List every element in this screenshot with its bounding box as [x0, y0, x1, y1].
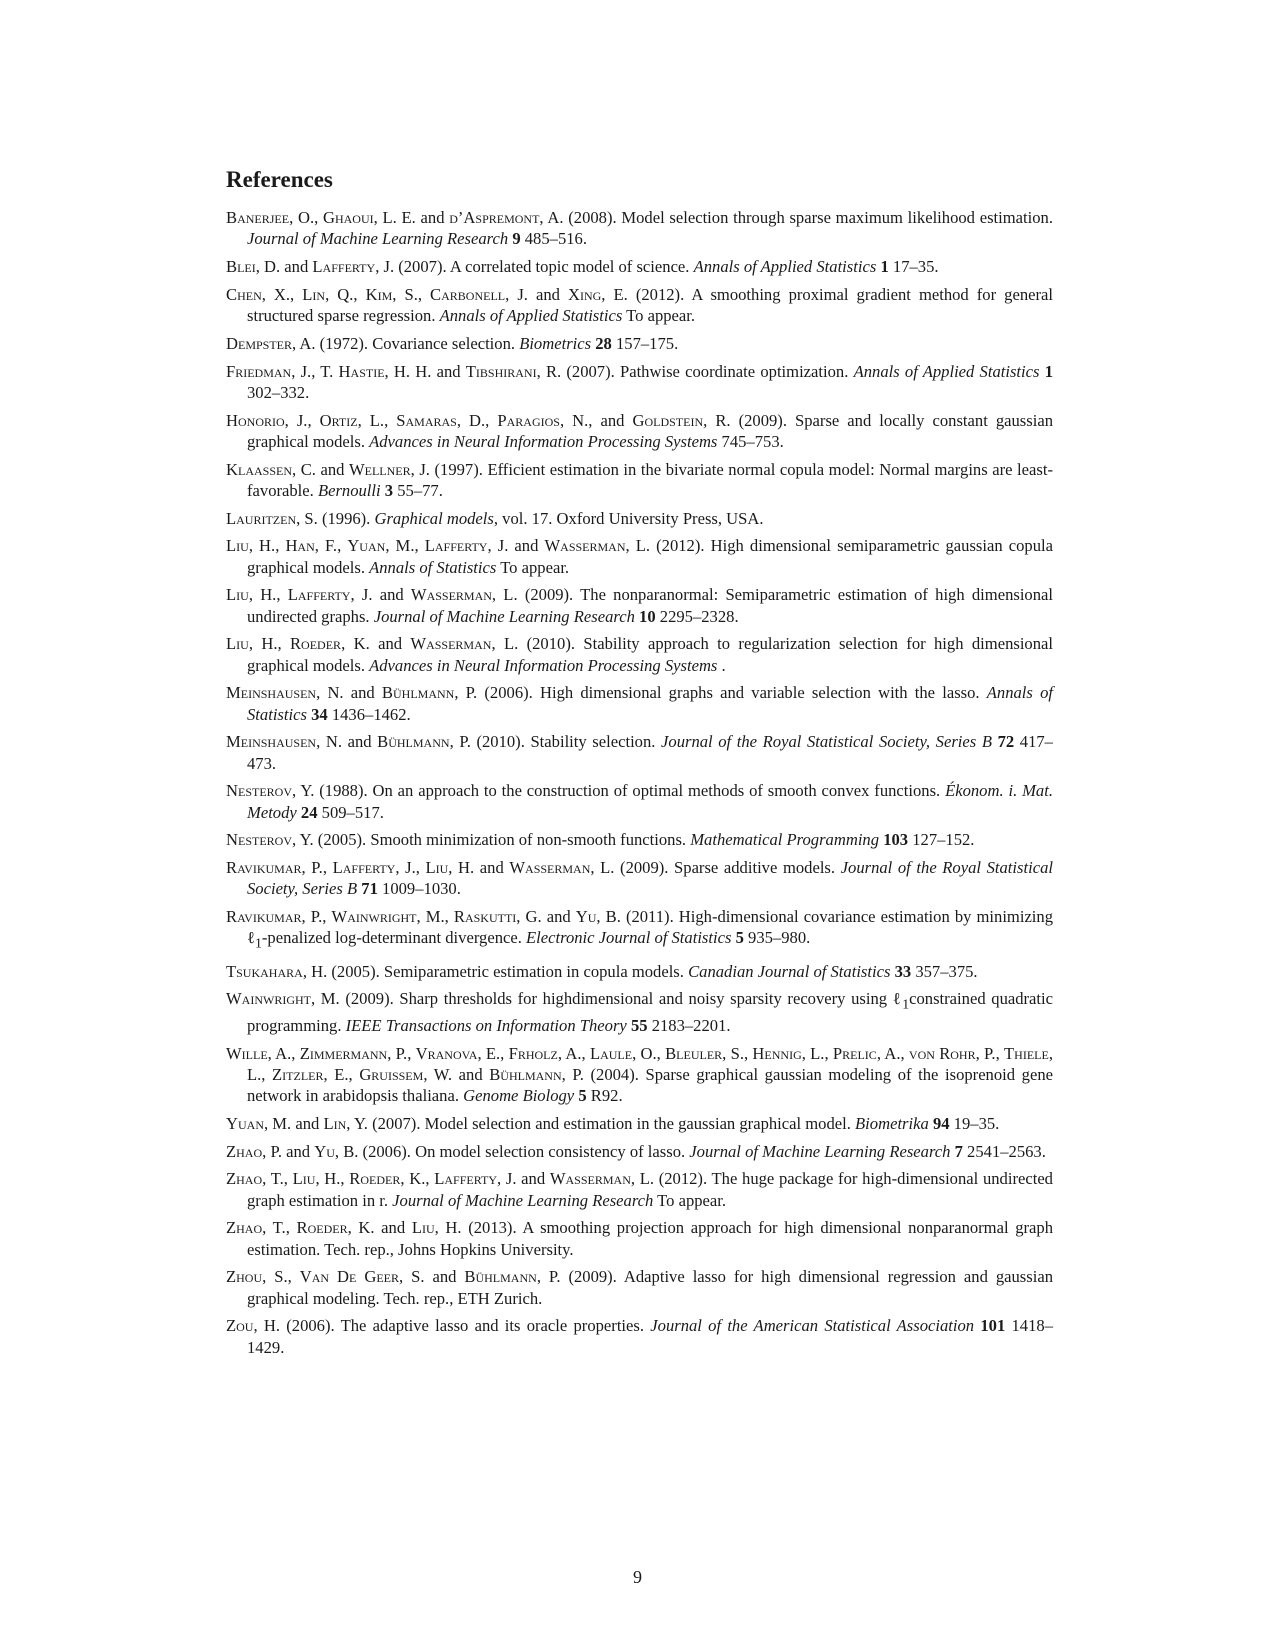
reference-text: , D.,	[456, 410, 498, 430]
volume-number: 3	[384, 480, 394, 500]
reference-entry	[226, 1113, 1053, 1134]
author-name: Lin	[323, 1113, 347, 1133]
reference-entry	[226, 410, 1053, 452]
venue-title: Bernoulli	[317, 480, 381, 500]
author-name: Yu	[575, 907, 597, 927]
venue-title: Journal of Machine Learning Research	[373, 606, 635, 626]
reference-text: , D. and	[255, 257, 313, 276]
reference-text: , H. and	[448, 858, 510, 878]
volume-number: 34	[311, 704, 328, 724]
author-name: Wille	[226, 1043, 268, 1063]
volume-number: 1	[1044, 361, 1053, 381]
reference-text: , H. (2013). A smoothing projection approach for high dimensional nonparanormal graph estimation. Tech. rep., Johns Hopkins University.	[247, 1218, 1054, 1259]
reference-entry	[226, 906, 1053, 954]
reference-entry	[226, 988, 1053, 1036]
reference-text: , M. and	[263, 1113, 324, 1133]
author-name: Zitzler	[272, 1064, 324, 1084]
reference-text: , M.,	[416, 907, 454, 927]
reference-text: , H.,	[248, 536, 286, 556]
volume-number: 10	[639, 606, 656, 626]
author-name: Meinshausen	[226, 683, 317, 703]
author-name: von Rohr	[908, 1043, 976, 1063]
venue-title: Advances in Neural Information Processing Systems	[369, 655, 718, 675]
reference-entry	[226, 256, 1053, 277]
reference-entry	[226, 633, 1053, 675]
reference-entry	[226, 508, 1053, 529]
author-name: Wasserman	[544, 536, 626, 556]
reference-text: , Y. (2007). Model selection and estimation in the gaussian graphical model.	[346, 1113, 856, 1133]
reference-text: R92.	[586, 1086, 623, 1106]
author-name: Thiele	[1004, 1043, 1049, 1063]
reference-entry	[226, 535, 1053, 577]
volume-number: 5	[735, 928, 744, 948]
author-name: Hennig	[752, 1043, 802, 1063]
venue-title: Annals of Applied Statistics	[853, 361, 1040, 381]
reference-text: , A.,	[876, 1043, 909, 1063]
reference-text: , J. and	[487, 536, 545, 556]
reference-text: , H.,	[248, 585, 288, 605]
reference-text: , P. and	[262, 1141, 315, 1161]
reference-entry	[226, 361, 1053, 403]
reference-text: , W. and	[423, 1064, 490, 1084]
author-name: Kim	[365, 284, 393, 304]
reference-entry	[226, 682, 1053, 724]
reference-text: , J. and	[505, 284, 568, 304]
reference-text: 935–980.	[743, 928, 811, 948]
reference-entry	[226, 857, 1053, 899]
reference-list	[226, 207, 1053, 1364]
reference-text: , X.,	[261, 284, 303, 304]
reference-entry	[226, 584, 1053, 626]
author-name: Roeder	[349, 1169, 401, 1189]
reference-text: , S.,	[722, 1043, 753, 1063]
reference-text: , J. and	[497, 1169, 550, 1189]
author-name: Chen	[226, 284, 262, 304]
reference-entry	[226, 284, 1053, 326]
reference-text: , H. H. and	[384, 361, 466, 381]
author-name: Lafferty	[312, 257, 376, 276]
reference-text: , A. (1972). Covariance selection.	[292, 333, 520, 353]
reference-entry	[226, 961, 1053, 982]
reference-text: 357–375.	[911, 961, 978, 981]
reference-text: , E.,	[477, 1043, 509, 1063]
reference-text: 509–517.	[317, 802, 384, 822]
author-name: Liu	[292, 1169, 316, 1189]
author-name: Xing	[567, 284, 602, 304]
reference-text: , N., and	[559, 410, 633, 430]
reference-text: 19–35.	[949, 1113, 1000, 1133]
reference-text: , A.,	[267, 1043, 300, 1063]
author-name: Zou	[226, 1316, 254, 1336]
author-name: Lafferty	[424, 536, 488, 556]
page-number: 9	[633, 1567, 642, 1587]
venue-title: Graphical models	[374, 508, 494, 528]
reference-text: .	[717, 655, 726, 675]
reference-text: 1436–1462.	[327, 704, 411, 724]
reference-text: , O.,	[632, 1043, 666, 1063]
reference-text: , J.,	[395, 858, 426, 878]
venue-title: Ékonom. i. Mat. Metody	[247, 781, 1053, 822]
author-name: Lin	[302, 284, 326, 304]
venue-title: Electronic Journal of Statistics	[526, 928, 732, 948]
author-name: Prelic	[832, 1043, 877, 1063]
reference-text: , K.,	[400, 1169, 435, 1189]
reference-text: , P. (2010). Stability selection.	[449, 732, 662, 752]
reference-text: , H. (2006). The adaptive lasso and its oracle properties.	[253, 1316, 651, 1336]
author-name: Meinshausen	[226, 732, 317, 752]
author-name: Laule	[589, 1043, 633, 1063]
venue-title: Annals of Statistics	[247, 683, 1053, 724]
venue-title: Genome Biology	[463, 1086, 575, 1106]
references-heading: References	[226, 167, 333, 192]
volume-number: 55	[630, 1015, 648, 1035]
reference-text: , B. (2006). On model selection consistency of lasso.	[334, 1141, 690, 1161]
reference-text: , Q.,	[325, 284, 366, 304]
venue-title: Annals of Applied Statistics	[439, 306, 623, 325]
reference-text: , vol. 17. Oxford University Press, USA.	[493, 508, 764, 528]
volume-number: 33	[894, 961, 912, 981]
author-name: Gruissem	[359, 1064, 424, 1084]
reference-text: , R. (2007). Pathwise coordinate optimization.	[536, 361, 854, 381]
reference-text: 417–473.	[247, 732, 1053, 773]
reference-text: , L. (2012). High dimensional semiparametric gaussian copula graphical models.	[247, 536, 1053, 577]
reference-text: , J. (1997). Efficient estimation in the bivariate normal copula model: Normal margins are least-favorable.	[247, 459, 1053, 500]
author-name: d’Aspremont	[449, 208, 540, 227]
author-name: Liu	[226, 585, 249, 605]
reference-text: , M.,	[385, 536, 425, 556]
author-name: Ravikumar	[226, 858, 302, 878]
author-name: Zhou	[226, 1267, 263, 1287]
reference-text: , L.,	[801, 1043, 833, 1063]
reference-text: , J. and	[350, 585, 411, 605]
reference-text: , N. and	[316, 683, 382, 703]
author-name: Tibshirani	[465, 361, 537, 381]
author-name: Raskutti	[453, 907, 517, 927]
author-name: Liu	[425, 858, 449, 878]
reference-text: , Y. (1988). On an approach to the construction of optimal methods of smooth convex functions.	[291, 781, 946, 801]
reference-text: , L. (2009). Sparse additive models.	[590, 858, 841, 878]
author-name: Lafferty	[434, 1169, 497, 1189]
author-name: Nesterov	[226, 830, 292, 850]
venue-title: Journal of Machine Learning Research	[392, 1190, 654, 1210]
reference-text: To appear.	[653, 1190, 727, 1210]
author-name: Wasserman	[549, 1169, 631, 1189]
reference-text: , B. (2011). High-dimensional covariance estimation by minimizing ℓ	[247, 907, 1054, 948]
author-name: Zhao	[226, 1169, 263, 1189]
author-name: Lauritzen	[226, 508, 297, 528]
author-name: Honorio	[226, 410, 285, 430]
author-name: Zhao	[226, 1218, 263, 1238]
venue-title: Journal of Machine Learning Research	[689, 1141, 951, 1161]
venue-title: Journal of the American Statistical Association	[650, 1316, 975, 1336]
author-name: Tsukahara	[226, 961, 303, 981]
author-name: Bühlmann	[377, 732, 450, 752]
author-name: Wasserman	[509, 858, 591, 878]
reference-entry	[226, 829, 1053, 850]
reference-text: , P. (2004). Sparse graphical gaussian modeling of the isoprenoid gene network in arabidopsis thaliana.	[247, 1064, 1053, 1106]
author-name: Bleuler	[665, 1043, 723, 1063]
reference-text: 1418–1429.	[247, 1316, 1053, 1357]
reference-entry	[226, 1315, 1053, 1357]
author-name: Ravikumar	[226, 907, 302, 927]
reference-text: To appear.	[622, 306, 696, 325]
venue-title: Biometrika	[855, 1113, 929, 1133]
author-name: Wainwright	[331, 907, 417, 927]
reference-text: , L.,	[357, 410, 397, 430]
author-name: Ortiz	[319, 410, 358, 430]
reference-text: , J.,	[284, 410, 320, 430]
author-name: Samaras	[396, 410, 457, 430]
reference-text: , E. (2012). A smoothing proximal gradient method for general structured sparse regression.	[247, 284, 1053, 325]
reference-text: , A. (2008). Model selection through sparse maximum likelihood estimation.	[539, 208, 1053, 227]
volume-number: 5	[578, 1086, 587, 1106]
author-name: Yuan	[226, 1113, 264, 1133]
reference-text: , C. and	[292, 459, 349, 479]
venue-title: Annals of Statistics	[369, 557, 497, 577]
reference-text: , L. (2010). Stability approach to regularization selection for high dimensional graphical models.	[247, 634, 1053, 675]
venue-title: Advances in Neural Information Processing Systems	[369, 431, 718, 451]
author-name: Roeder	[289, 634, 342, 654]
reference-text: , S. and	[399, 1267, 465, 1287]
reference-text: , P.,	[301, 907, 332, 927]
venue-title: Journal of the Royal Statistical Society, Series B	[247, 858, 1053, 899]
reference-text: , J. (2007). A correlated topic model of science.	[375, 257, 694, 276]
reference-text: , P. (2006). High dimensional graphs and variable selection with the lasso.	[454, 683, 987, 703]
volume-number: 72	[997, 732, 1015, 752]
author-name: Liu	[226, 536, 249, 556]
author-name: Van De Geer	[299, 1267, 399, 1287]
author-name: Lafferty	[332, 858, 396, 878]
reference-text: 17–35.	[888, 257, 939, 276]
reference-text: , H.,	[315, 1169, 350, 1189]
author-name: Yu	[314, 1141, 335, 1161]
reference-text: -penalized log-determinant divergence.	[261, 928, 527, 948]
reference-entry	[226, 780, 1053, 822]
author-name: Lafferty	[287, 585, 351, 605]
author-name: Bühlmann	[489, 1064, 562, 1084]
reference-text: constrained quadratic programming.	[247, 989, 1054, 1035]
volume-number: 28	[595, 333, 612, 353]
reference-entry	[226, 207, 1053, 249]
reference-text: , Y. (2005). Smooth minimization of non-smooth functions.	[291, 830, 691, 850]
author-name: Zimmermann	[299, 1043, 388, 1063]
volume-number: 103	[883, 830, 909, 850]
author-name: Blei	[226, 257, 256, 276]
reference-entry	[226, 1168, 1053, 1210]
author-name: Bühlmann	[381, 683, 455, 703]
reference-text: , L. (2009). The nonparanormal: Semiparametric estimation of high dimensional undirected graphs.	[247, 585, 1054, 626]
reference-text: To appear.	[496, 557, 570, 577]
reference-text: , K. and	[347, 1218, 412, 1238]
reference-entry	[226, 1043, 1053, 1107]
reference-text: , H. (2005). Semiparametric estimation in copula models.	[302, 961, 689, 981]
subscript: 1	[254, 935, 262, 951]
subscript: 1	[902, 996, 910, 1012]
reference-text: 2183–2201.	[647, 1015, 731, 1035]
volume-number: 24	[300, 802, 318, 822]
author-name: Wellner	[348, 459, 411, 479]
author-name: Liu	[226, 634, 249, 654]
venue-title: Canadian Journal of Statistics	[688, 961, 891, 981]
reference-text: 55–77.	[393, 480, 443, 500]
reference-text: , S. (1996).	[296, 508, 375, 528]
author-name: Frholz	[508, 1043, 558, 1063]
reference-text: 127–152.	[908, 830, 975, 850]
volume-number: 1	[880, 257, 889, 276]
author-name: Goldstein	[632, 410, 704, 430]
author-name: Roeder	[296, 1218, 348, 1238]
reference-text: , J., T.	[291, 361, 339, 381]
volume-number: 9	[512, 229, 521, 249]
author-name: Carbonell	[430, 284, 506, 304]
reference-text: , T.,	[262, 1218, 297, 1238]
reference-text: , L.,	[247, 1043, 1053, 1084]
reference-text: , S.,	[262, 1267, 300, 1287]
reference-text: , L. E. and	[373, 208, 450, 227]
reference-text: , K. and	[341, 634, 411, 654]
reference-text: , R. (2009). Sparse and locally constant gaussian graphical models.	[247, 410, 1053, 451]
reference-text: , O.,	[289, 208, 323, 227]
author-name: Wasserman	[410, 634, 492, 654]
reference-text: 2295–2328.	[655, 606, 739, 626]
reference-entry	[226, 1141, 1053, 1162]
author-name: Banerjee	[226, 208, 290, 227]
reference-entry	[226, 333, 1053, 354]
author-name: Dempster	[226, 333, 292, 353]
reference-entry	[226, 459, 1053, 501]
author-name: Liu	[411, 1218, 435, 1238]
volume-number: 94	[932, 1113, 950, 1133]
reference-text: 745–753.	[717, 431, 784, 451]
reference-text: , G. and	[516, 907, 576, 927]
reference-text: 302–332.	[247, 382, 310, 402]
reference-text: 157–175.	[611, 333, 679, 353]
venue-title: Mathematical Programming	[690, 830, 880, 850]
author-name: Han	[285, 536, 315, 556]
author-name: Friedman	[226, 361, 292, 381]
reference-text: , P. (2009). Adaptive lasso for high dimensional regression and gaussian graphical modeling. Tech. rep., ETH Zurich.	[247, 1267, 1053, 1308]
author-name: Vranova	[415, 1043, 478, 1063]
author-name: Ghaoui	[322, 208, 374, 227]
author-name: Paragios	[497, 410, 560, 430]
volume-number: 101	[980, 1316, 1006, 1336]
reference-text: , P.,	[975, 1043, 1005, 1063]
volume-number: 7	[954, 1141, 963, 1161]
venue-title: Annals of Applied Statistics	[693, 257, 877, 276]
author-name: Nesterov	[226, 781, 292, 801]
volume-number: 71	[361, 879, 378, 899]
reference-entry	[226, 731, 1053, 773]
venue-title: Journal of Machine Learning Research	[247, 229, 509, 249]
author-name: Wainwright	[226, 989, 311, 1009]
venue-title: IEEE Transactions on Information Theory	[345, 1015, 627, 1035]
reference-text: , P.,	[387, 1043, 416, 1063]
author-name: Klaassen	[226, 459, 292, 479]
reference-text: , F.,	[314, 536, 348, 556]
reference-entry	[226, 1266, 1053, 1308]
reference-text: , E.,	[323, 1064, 360, 1084]
reference-text: , H.,	[248, 634, 290, 654]
reference-text: 2541–2563.	[962, 1141, 1046, 1161]
reference-text: , A.,	[557, 1043, 590, 1063]
reference-text: , L. (2012). The huge package for high-dimensional undirected graph estimation in r.	[247, 1169, 1053, 1210]
reference-text: , N. and	[316, 732, 378, 752]
author-name: Bühlmann	[464, 1267, 537, 1287]
author-name: Zhao	[226, 1141, 263, 1161]
reference-text: , P.,	[301, 858, 333, 878]
reference-text: , M. (2009). Sharp thresholds for highdimensional and noisy sparsity recovery using ℓ	[310, 989, 903, 1009]
author-name: Wasserman	[410, 585, 492, 605]
reference-text: 1009–1030.	[377, 879, 461, 899]
venue-title: Journal of the Royal Statistical Society, Series B	[661, 732, 992, 752]
reference-text: , T.,	[262, 1169, 293, 1189]
reference-entry	[226, 1217, 1053, 1259]
reference-text: , S.,	[392, 284, 431, 304]
author-name: Yuan	[347, 536, 386, 556]
author-name: Hastie	[338, 361, 385, 381]
reference-text: 485–516.	[520, 229, 587, 249]
venue-title: Biometrics	[519, 333, 592, 353]
